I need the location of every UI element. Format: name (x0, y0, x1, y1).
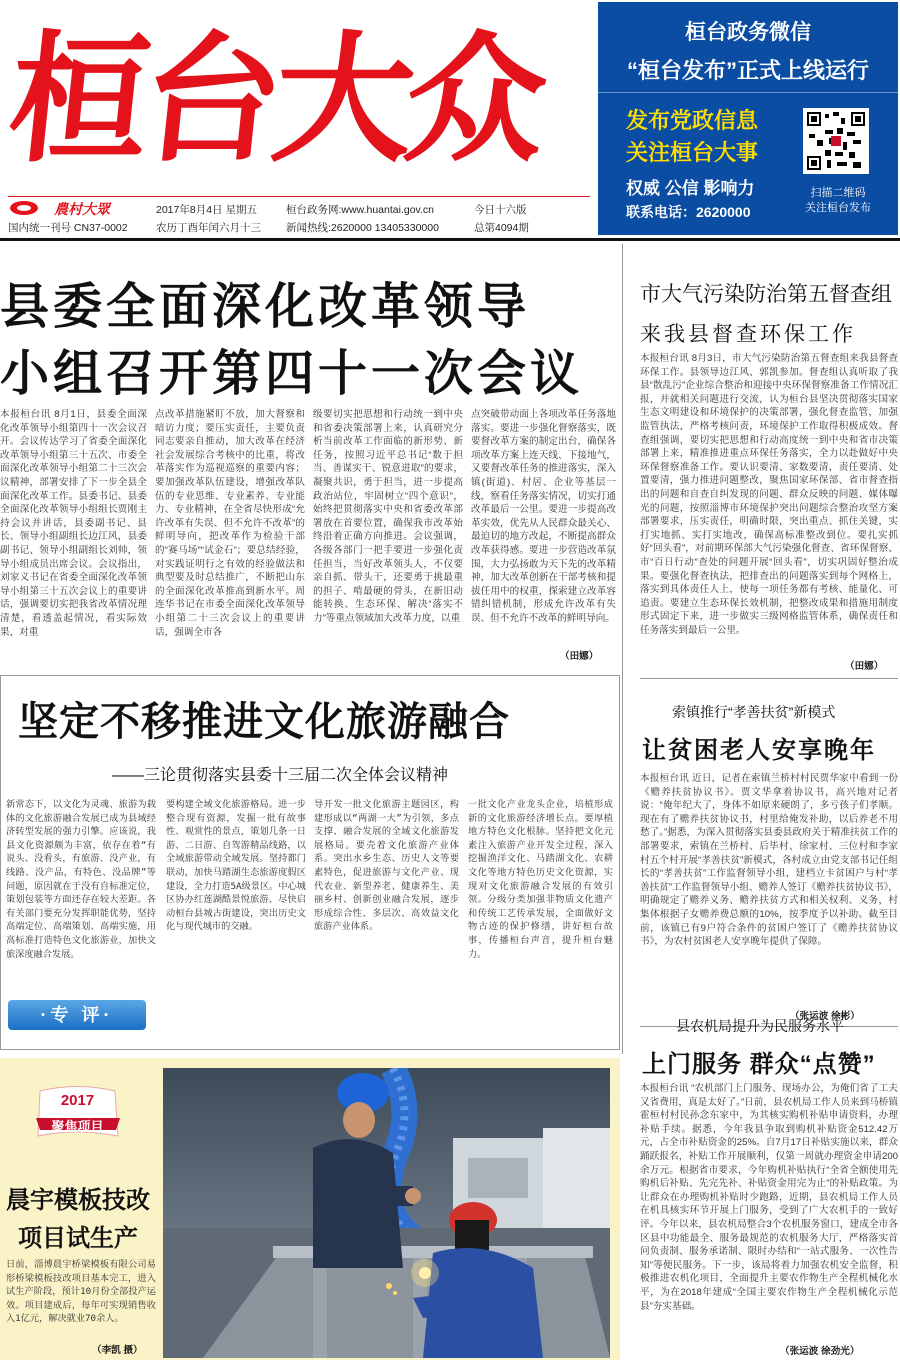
feature-title-line1: 晨宇模板技改 (6, 1187, 150, 1214)
right1-title-line1: 市大气污染防治第五督查组 (640, 283, 892, 306)
promo-line2: “桓台发布”正式上线运行 (626, 58, 869, 83)
sub-logo-icon (8, 200, 48, 216)
feature-photo (163, 1068, 610, 1358)
commentary-col4: 一批文化产业龙头企业，培植形成新的文化旅游经济增长点。要厚植地方特色文化根脉。坚持把文化元素注入旅游产业开发全过程，深入挖掘渔洋文化、马踏湖文化、农耕文化等地方特色历史文化资源，实现对文化旅游融合发展的有效引领。分级分类加强非物质文化遗产和传统工艺传承发展，全面做好文物古迹的保护修缮，讲好桓台故事，传播桓台声音，提升桓台魅力。 (468, 799, 613, 960)
right3-title: 上门服务 群众“点赞” (642, 1051, 876, 1078)
qr-code-icon[interactable] (803, 108, 869, 174)
right2-body: 本报桓台讯 近日，记者在索镇兰桥村村民贾华家中看到一份《赡养扶贫协议书》。贾文华拿着协议书，高兴地对记者说：“俺年纪大了，身体不如原来硬朗了，多亏孩子们孝顺。现在有了赡养扶贫协议书，村里给俺发补助，以后养老不用愁了。”据悉，为深入贯彻落实县委县政府关于精准扶贫工作的部署要求，索镇在兰桥村、后毕村、徐家村、三位村和李家村五个村开展“孝善扶贫”新模式，各村成立由党支部书记任组长的“孝善扶贫”工作监督领导小组，建档立卡贫困户与村“孝善扶贫”工作监督领导小组、赡养人签订《赡养扶贫协议书》，明确规定了赡养义务、赡养扶贫方式和相关权利、义务，村集体根据子女赡养费总额的10%，按季度予以补助。截至目前，该镇已有9户符合条件的贫困户签订了《赡养扶贫协议书》，为农村贫困老人安享晚年提供了保障。 (640, 773, 898, 948)
commentary-subtitle: ——三论贯彻落实县委十三届二次全体会议精神 (112, 767, 449, 784)
promo-line6: 联系电话：2620000 (626, 204, 751, 220)
commentary-title: 坚定不移推进文化旅游融合 (18, 698, 510, 745)
right3-body: 本报桓台讯 “农机部门上门服务、现场办公，为俺们省了工夫又省费用，真是太好了。”日前，县农机局工作人员来到马桥镇霍桓村村民孙念东家中，为其核实购机补贴申请资料，办理补贴手续。据悉，今年我县争取到购机补贴资金512.42万元，占全市补贴资金的25%。自7月17日补贴实施以来，群众踊跃报名，补贴工作开展顺利，仅第一周就办理资金申请200余万元。根据省市要求，今年购机补贴执行“全省全额使用先购机后补贴、先完先补、补贴资金用完为止”的补贴政策。为让群众在办理购机补贴时少跑路，近期，县农机局工作人员在机具核实环节开展上门服务，受到了广大农机手的一致好评。今年以来，县农机局整合3个农机服务窗口，建成全市各区县中功能最全、服务最规范的农机服务大厅，严格落实首问负责制、服务承诺制、限时办结和“一站式服务、一次性告知”等便民服务。下一步，该局将着力加强农机安全监督，积极推进农机化项目，全面提升主要农作物生产全程机械化水平，为在2018年建成“全国主要农作物生产全程机械化示范县”夯实基础。 (640, 1083, 898, 1312)
lead-body-col3: 级要切实把思想和行动统一到中央和省委决策部署上来，认真研究分析当前改革工作面临的新形势、新任务，按照习近平总书记“数于担当、善谋实干、锐意进取”的要求，凝聚共识，勇于担当，进一步提高政治站位，牢固树立“四个意识”，始终把贯彻落实中央和省委改革部署放在首要位置，确保我市改革始终沿着正确方向推进。会议强调，各级各部门一把手要进一步强化责任担当，当好改革领头人，不仅要亲自抓、带头干，还要勇于挑最重的担子、啃最硬的骨头，在新旧动能转换、生态环保、解决“落实不力”等重点领域加大改革力度，以重 (313, 409, 463, 624)
right3-kicker: 县农机局提升为民服务水平 (676, 1018, 844, 1034)
sub-logo: 農村大眾 (8, 199, 148, 217)
lead-body-col1: 本报桓台讯 8月1日，县委全面深化改革领导小组第四十一次会议召开。会议传达学习了省委全面深化改革领导小组第三十五次、市委全面深化改革领导小组第二十三次会议精神，部署安排了下一步全县全面深化改革工作。县委书记、县委全面深化改革领导小组组长贾刚主持会议并讲话，县委副书记、县长、领导小组副组长边江风，县委副书记、领导小组副组长刘帅，领导小组成员出席会议。会议指出，刘家义书记在省委全面深化改革领导小组第三十五次会议上的重要讲话，强调要切实把我省改革情况理清楚，看透盖起情况，看实际效果，对重 (0, 409, 147, 638)
right1-body: 本报桓台讯 8月3日，市大气污染防治第五督查组来我县督查环保工作。县领导边江风、郭凯参加。督查组认真听取了我县“散乱污”企业综合整治和迎接中央环保督察准备工作情况汇报，并就相关问题进行交流，认为桓台县坚决贯彻落实国家生态文明建设和环境保护的决策部署，强化督查监管，加强监管执法，严格考核问责，环境保护工作取得积极成效。督查组强调，要切实把思想和行动高度统一到中央和省市决策部署上来，精准推进重点环保任务落实，全力以赴做好中央环保督察准备工作。要认识要清、家数要清，责任要清、处置要清，强力推进问题整改，聚焦国家环保部、省市督查指出的问题和自查自纠发现的问题、群众反映的问题、媒体曝光的问题，按照淄博市环境保护突出问题综合整治攻坚方案部署要求，压实责任，明确时限，突出重点、抓住关键，实打实地抓、实打实地改，确保高标准整改到位。要扎实抓好“回头看”，对前期环保部大气污染强化督查、省环保督察、市“百日行动”查处的问题开展“回头看”，切实巩固好整治成果。要强化督查执法，把排查出的问题落实到每个网格上，落实到具体责任人上，使每一项任务都有考核、能量化、可追责。要建立生态环保长效机制，把整改成果和措施用制度形式固定下来，进一步做实三级网格监管体系，确保责任和任务落实到最后一公里。 (640, 353, 898, 636)
qr-caption: 扫描二维码 关注桓台发布 (805, 187, 871, 214)
page-count: 今日十六版 (474, 204, 527, 216)
masthead-info-bar (8, 196, 590, 236)
promo-line3: 发布党政信息 (626, 108, 759, 133)
column-divider (622, 244, 623, 1054)
factory-workers-image (163, 1068, 610, 1358)
lead-body-col4: 点突破带动面上各项改革任务落地落实。要进一步强化督察落实，既要督改革方案的制定出台，确保各项改革方案上连天线、下接地气，又要督改革任务的推进落实，深入镇(街道)、村居、企业等基层一线，察看任务落实情况，切实打通改革最后一公里。要进一步提高改革实效，优先从人民群众最关心、最迫切的地方改起，不断提高群众改革获得感。要进一步营造改革氛围，大力弘扬敢为天下先的改革精神，加大改革创新在干部考核和提拔任用中的权重，探索建立改革容错纠错机制，形成允许改革有失误、但不允许不改革的鲜明导向。 (471, 409, 616, 624)
issue-code: 国内统一刊号 CN37-0002 (8, 222, 128, 234)
issue-number: 总第4094期 (474, 222, 529, 234)
feature-byline: （李凯 摄） (92, 1345, 143, 1356)
right1-byline: （田娜） (845, 661, 884, 672)
right2-kicker: 索镇推行“孝善扶贫”新模式 (672, 704, 836, 720)
lead-headline-line2: 小组召开第四十一次会议 (0, 344, 584, 402)
feature-body: 日前，淄博晨宇桥梁模板有限公司易形桥梁模板技改项目基本完工，进入试生产阶段，预计10月份全部投产运效。项目建成后，每年可实现销售收入1亿元，解决就业70余人。 (6, 1259, 156, 1325)
masthead-rule (0, 238, 900, 241)
issue-date: 2017年8月4日 星期五 (156, 204, 257, 216)
promo-line1: 桓台政务微信 (685, 21, 811, 44)
right2-byline: （张运波 徐彬） (790, 1011, 860, 1022)
lead-byline: （田娜） (560, 651, 599, 662)
right2-title: 让贫困老人安享晚年 (642, 737, 876, 764)
masthead-title: 桓台大众 (1, 18, 547, 182)
website: 桓台政务网:www.huantai.gov.cn (286, 204, 435, 216)
feature-title-line2: 项目试生产 (18, 1225, 138, 1252)
lead-body-col2: 点改革措施紧盯不放，加大督察和暗访力度；要压实责任，主要负责同志要亲自推动，加大改革在经济社会发展综合考核中的比重，将改革落实作为巡视巡察的重要内容；要加强改革队伍建设，增强改革队伍的专业思维、专业素养、专业能力、专业精神，在全省尽快形成“允许改革有失误、但不允许不改革”的鲜明导向，把改革作为检验干部的“赛马场”“试金石”；要总结经验，对实践证明行之有效的经验做法和典型要及时总结推广，不断把山东的全面深化改革推高到新水平。周连华书记在市委全面深化改革领导小组第二十三次会议上的重要讲话，强调全市各 (155, 409, 305, 638)
promo-line5: 权威 公信 影响力 (626, 179, 755, 198)
lead-headline-line1: 县委全面深化改革领导 (0, 277, 531, 335)
right1-title-line2: 来我县督查环保工作 (640, 323, 856, 346)
promo-box (598, 2, 898, 235)
promo-line4: 关注桓台大事 (626, 140, 759, 165)
right3-byline: （张运波 徐劲光） (780, 1346, 860, 1357)
focus-project-badge: 2017 聚焦项目 (30, 1086, 125, 1144)
lunar-date: 农历丁酉年闰六月十三 (156, 222, 261, 234)
commentary-label: ·专 评· (8, 1000, 146, 1030)
commentary-col3: 导开发一批文化旅游主题园区，构建形成以“两湖一大”为引领，多点支撑、融合发展的全域文化旅游发展格局。要壳着文化旅游产业体系。突出水乡生态、历史人文等要素特色，促进旅游与文化产业、现代农业、新型养老、健康养生、美丽乡村、创新创业融合发展，逐步形成综合性、多层次、高效益文化旅游产业体系。 (314, 799, 459, 933)
commentary-col2: 要构建全域文化旅游格局。进一步整合现有资源，发掘一批有故事性、观赏性的景点，策划几条一日游、二日游、自驾游精品线路，以全域旅游带动全域发展。坚持都门联动，加快马踏湖生态旅游度假区建设，全力打造5A级景区。中心城区协办红莲湖酷景悦旅游、尽快启动桓台县城古街建设，突出历史文化与现代城市的交融。 (166, 799, 306, 933)
commentary-col1: 新常态下，以文化为灵魂、旅游为载体的文化旅游融合发展已成为县域经济转型发展的强力引擎。应该说，我县文化资源颇为丰富，依存在着“有说头、没看头，有旅游、没产业，有线路、没产品，有特色、没品牌”等问题，原因就在于没有自标准定位，策划包装等方面还存在较大差距。各有关部门要充分发挥职能优势，坚持高端定位、高端策划、高端实施，用高标准打造特色文化旅游业，加快文旅深度融合发展。 (6, 799, 156, 960)
hotline: 新闻热线:2620000 13405330000 (286, 222, 439, 234)
